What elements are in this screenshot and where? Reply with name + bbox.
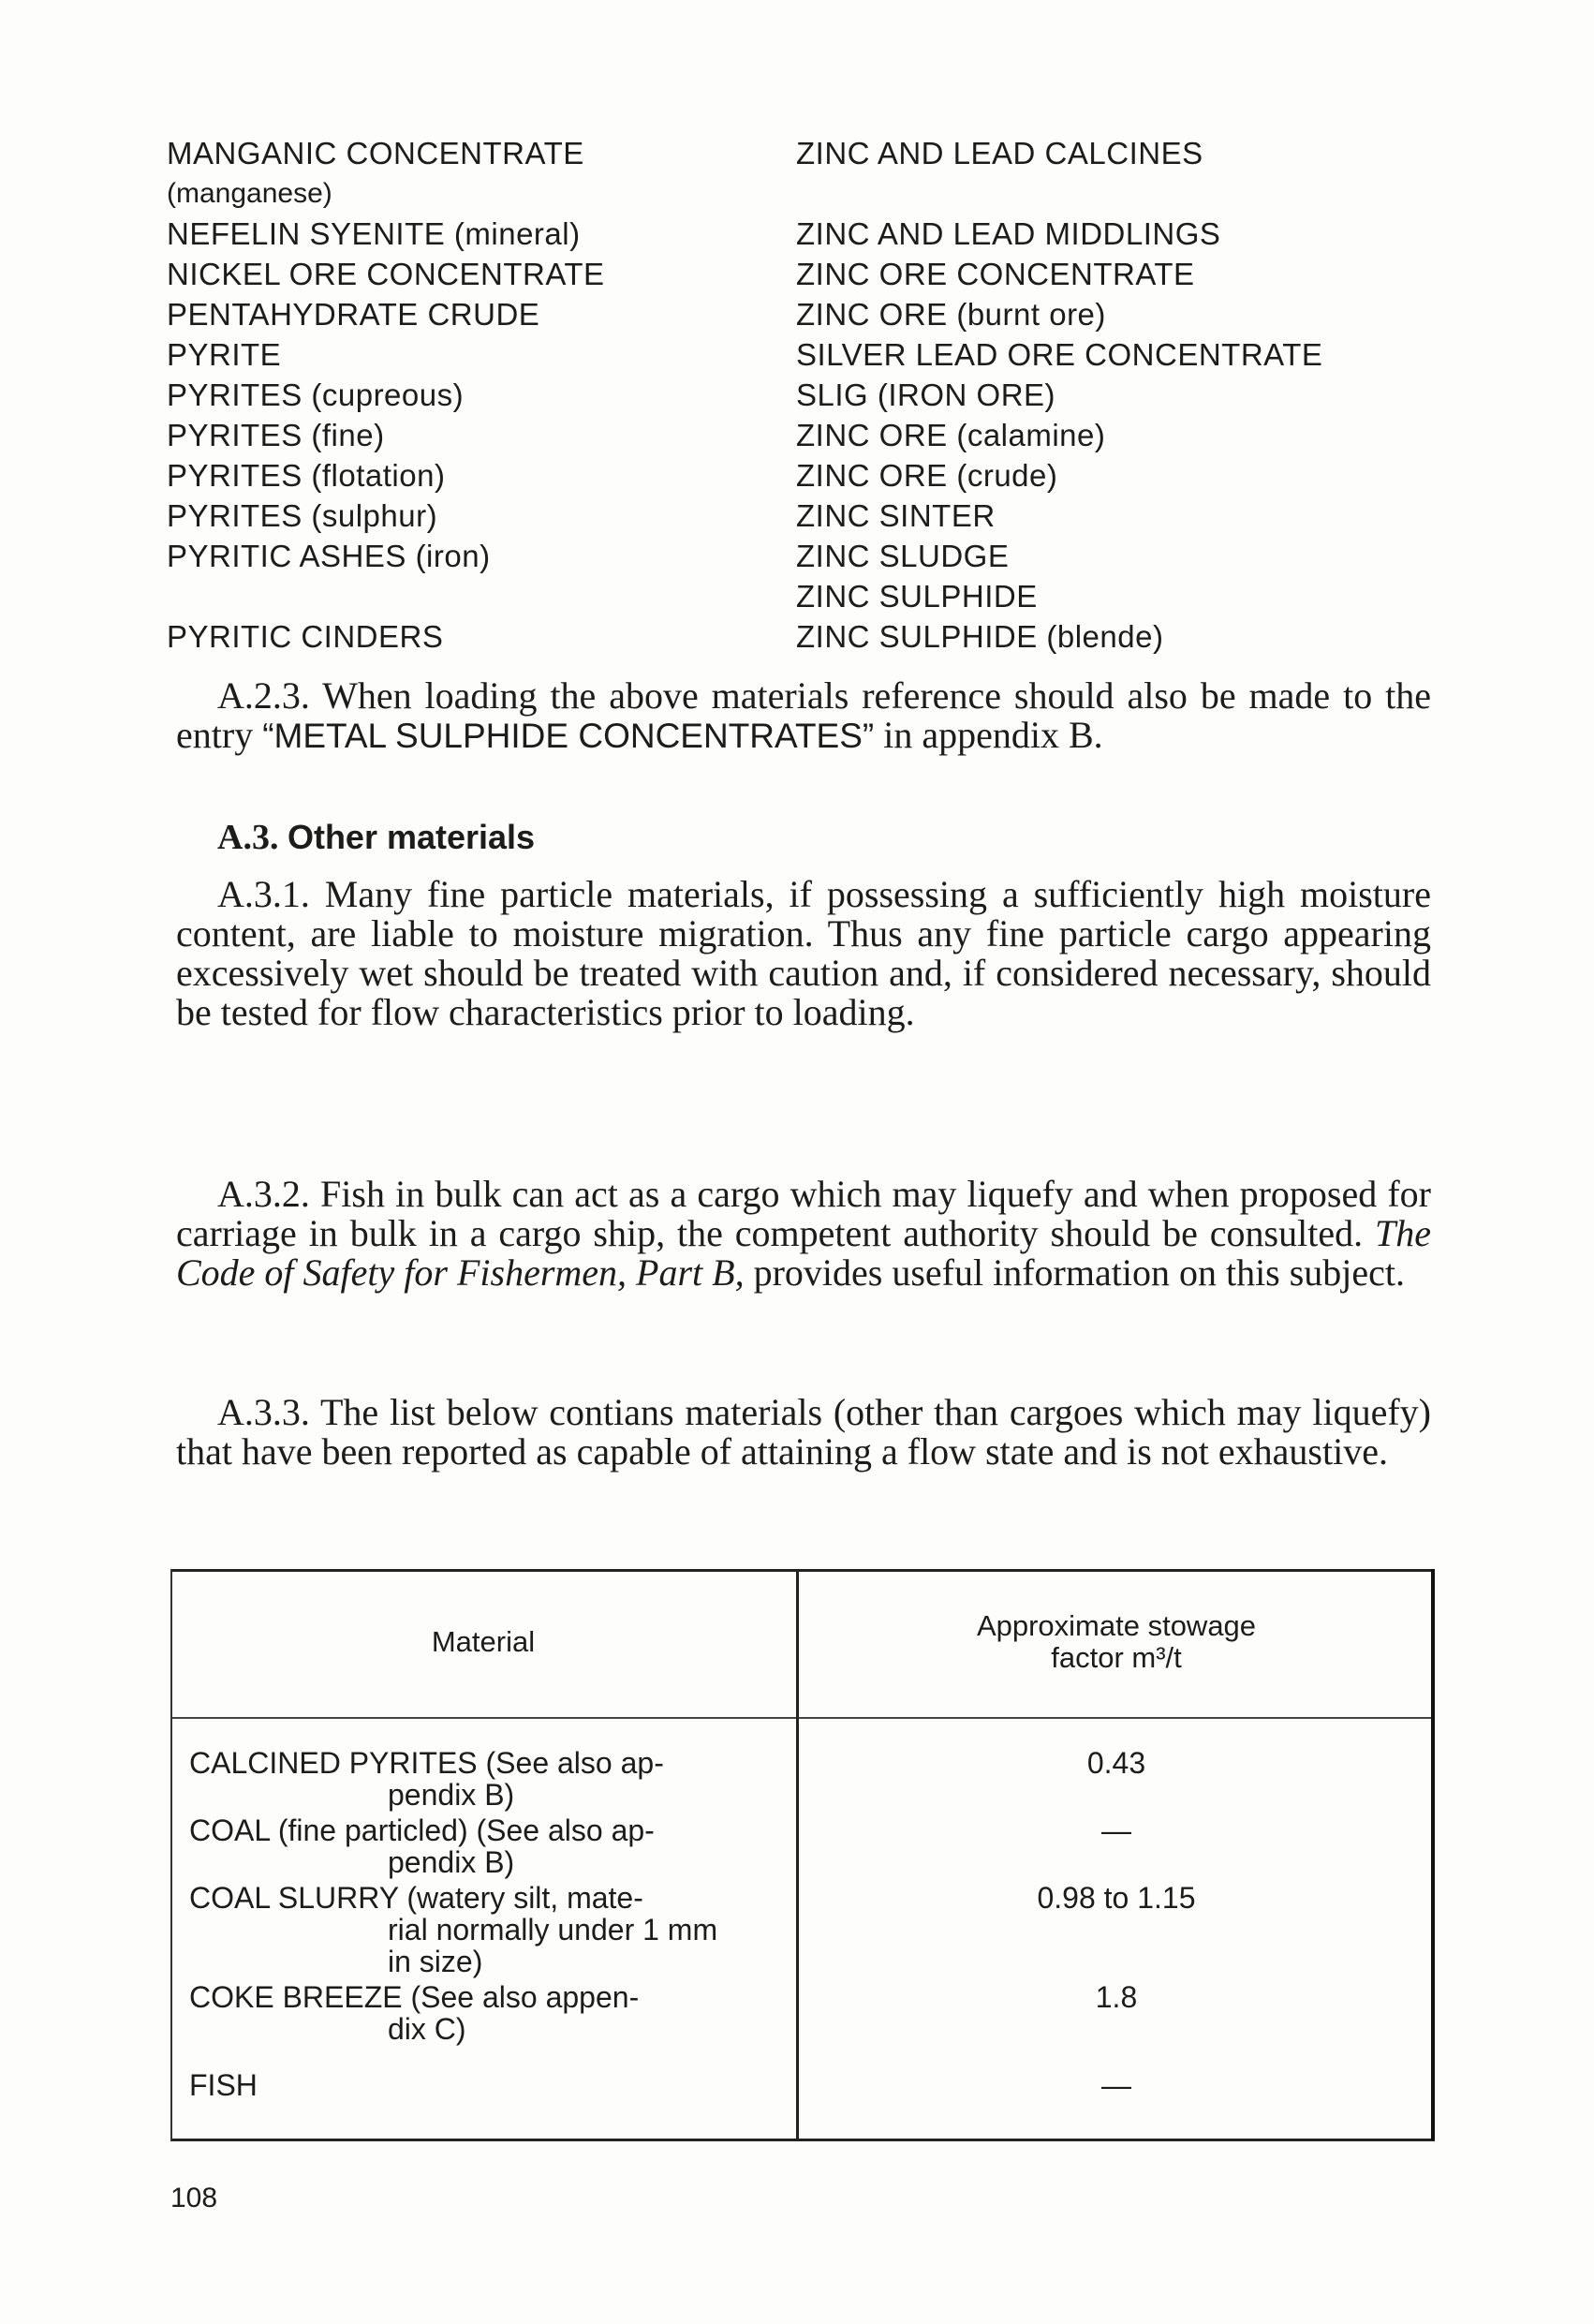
section-heading xyxy=(217,817,535,858)
list-item: ZINC SLUDGE xyxy=(796,539,1010,573)
stowage-factor-cell: 0.98 to 1.15 xyxy=(1037,1881,1196,1915)
paragraph-a-3-3: A.3.3. The list below contians materials (other than cargoes which may liquefy) that have been reported as capable of attaining a flow state and is not exhaustive. xyxy=(176,1391,1431,1473)
stowage-factor-cell: 0.43 xyxy=(1086,1746,1146,1780)
list-item: ZINC AND LEAD CALCINES xyxy=(796,136,1203,170)
list-item: ZINC SINTER xyxy=(796,498,996,533)
list-item: SILVER LEAD ORE CONCENTRATE xyxy=(796,337,1323,372)
header-line: factor m³/t xyxy=(1051,1641,1182,1674)
list-item: ZINC ORE CONCENTRATE xyxy=(796,257,1195,291)
list-item: ZINC ORE (crude) xyxy=(796,458,1058,493)
material-cell xyxy=(189,1981,789,2045)
material-name: COKE BREEZE (See also appen- xyxy=(189,1980,640,2014)
paragraph-text: A.3.2. Fish in bulk can act as a cargo which may liquefy and when proposed for carriage in bulk in a cargo ship, the competent authority should be consulted. xyxy=(176,1173,1431,1254)
list-item: PYRITES (cupreous) xyxy=(167,377,465,412)
list-spacer xyxy=(796,173,1452,214)
column-header-material: Material xyxy=(431,1625,536,1658)
paragraph-text: provides useful information on this subject. xyxy=(744,1251,1406,1294)
list-item: (manganese) xyxy=(167,178,332,209)
material-name: CALCINED PYRITES (See also ap- xyxy=(189,1746,664,1780)
list-item: ZINC ORE (burnt ore) xyxy=(796,297,1106,332)
material-cell xyxy=(189,2069,789,2101)
list-item: MANGANIC CONCENTRATE xyxy=(167,136,584,170)
paragraph-a-3-1: A.3.1. Many fine particle materials, if possessing a sufficiently high moisture content, are liable to moisture migration. Thus any fine particle cargo appearing excessively wet should be treated with caution and, if considered necessary, should be tested for flow characteristics prior to loading. xyxy=(176,873,1431,1033)
list-item: PYRITE xyxy=(167,337,282,372)
list-item: PYRITES (sulphur) xyxy=(167,498,438,533)
material-name: COAL SLURRY (watery silt, mate- xyxy=(189,1881,643,1915)
material-name: COAL (fine particled) (See also ap- xyxy=(189,1813,655,1847)
list-item: PENTAHYDRATE CRUDE xyxy=(167,297,540,332)
list-item: NICKEL ORE CONCENTRATE xyxy=(167,257,605,291)
column-header-stowage-factor xyxy=(798,1610,1435,1674)
list-item: ZINC SULPHIDE xyxy=(796,579,1038,614)
list-item: PYRITIC CINDERS xyxy=(167,619,444,654)
section-number: A.3. xyxy=(217,818,279,857)
material-cell xyxy=(189,1747,789,1811)
list-item: PYRITES (flotation) xyxy=(167,458,446,493)
table-rule xyxy=(170,2139,1435,2141)
paragraph-text: A.2.3. When loading the above materials reference should also be made to the entry xyxy=(176,674,1431,756)
section-title: Other materials xyxy=(287,818,536,856)
material-cell xyxy=(189,1882,789,1977)
header-line: Approximate stowage xyxy=(976,1609,1257,1642)
list-item: PYRITES (fine) xyxy=(167,418,385,452)
list-item: ZINC AND LEAD MIDDLINGS xyxy=(796,216,1221,251)
material-name-continued: in size) xyxy=(388,1945,483,1978)
stowage-table xyxy=(170,1569,1435,2140)
material-name: FISH xyxy=(189,2068,258,2102)
material-name-continued: dix C) xyxy=(388,2012,466,2046)
list-item: SLIG (IRON ORE) xyxy=(796,377,1056,412)
material-cell xyxy=(189,1814,789,1878)
stowage-factor-cell: — xyxy=(1101,1813,1131,1847)
cited-publication: The Code of Safety for Fishermen, Part B, xyxy=(176,1212,1431,1294)
list-spacer xyxy=(167,576,766,616)
list-item: ZINC SULPHIDE (blende) xyxy=(796,619,1164,654)
material-list-left xyxy=(167,133,766,657)
table-rule xyxy=(170,1569,1435,1572)
page-number: 108 xyxy=(170,2183,218,2213)
paragraph-a-3-2 xyxy=(176,1175,1431,1293)
material-list-right xyxy=(796,133,1452,657)
appendix-entry-reference: “METAL SULPHIDE CONCENTRATES” xyxy=(262,717,875,755)
list-item: ZINC ORE (calamine) xyxy=(796,418,1106,452)
stowage-factor-cell: — xyxy=(1101,2068,1131,2102)
paragraph-a-2-3 xyxy=(176,676,1431,756)
material-name-continued: pendix B) xyxy=(388,1778,515,1812)
material-name-continued: rial normally under 1 mm xyxy=(388,1913,718,1947)
material-name-continued: pendix B) xyxy=(388,1845,515,1879)
table-rule xyxy=(170,1717,1435,1719)
paragraph-text: in appendix B. xyxy=(874,714,1103,756)
stowage-factor-cell: 1.8 xyxy=(1095,1980,1138,2014)
list-item: NEFELIN SYENITE (mineral) xyxy=(167,216,581,251)
list-item: PYRITIC ASHES (iron) xyxy=(167,539,491,573)
